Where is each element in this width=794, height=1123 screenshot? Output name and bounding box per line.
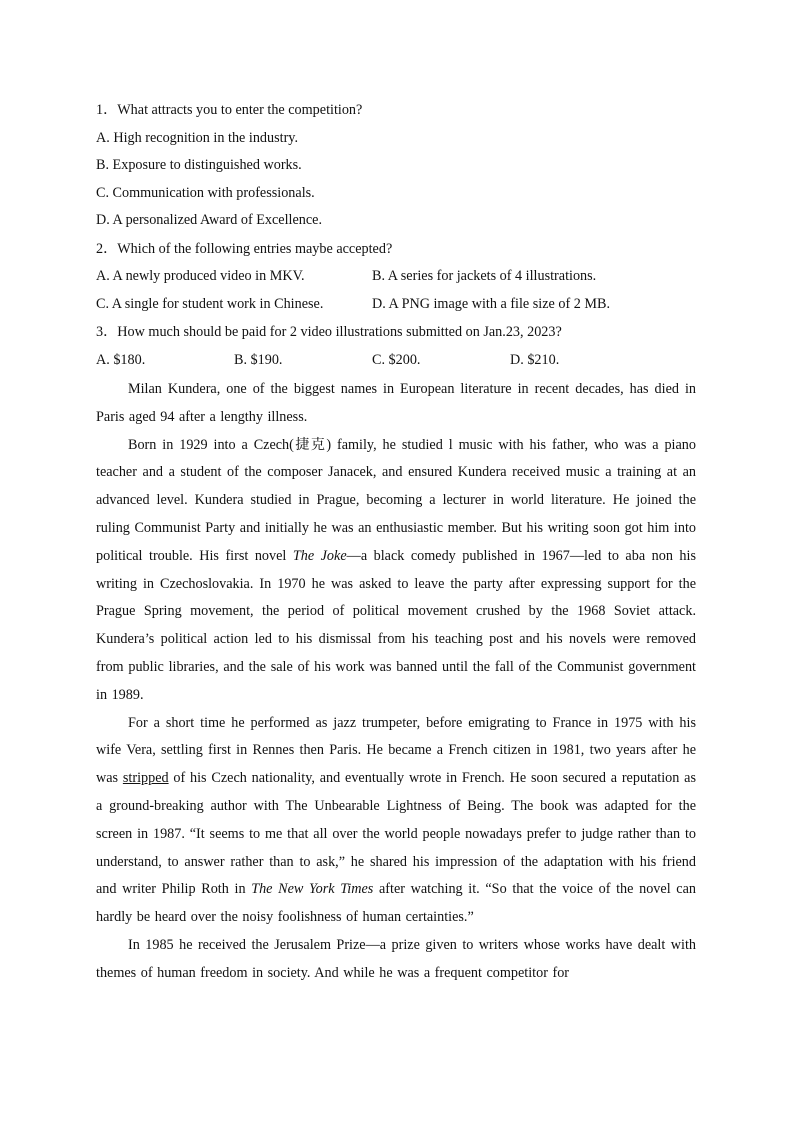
question-1-stem: 1．What attracts you to enter the competition? <box>96 102 363 118</box>
passage-paragraph-1: Milan Kundera, one of the biggest names in European literature in recent decades, has died in Paris aged 94 after a lengthy illness. <box>96 381 696 425</box>
passage-paragraph-3 <box>96 710 696 932</box>
question-1-option-a: A. High recognition in the industry. <box>96 129 299 146</box>
question-3-option-c: C. $200. <box>372 351 421 368</box>
question-3-options-row <box>96 347 696 375</box>
question-1-option-b: B. Exposure to distinguished works. <box>96 157 302 173</box>
question-1-option-d: D. A personalized Award of Excellence. <box>96 212 323 228</box>
paragraph-2-text-a: Born in 1929 into a Czech(捷克) family, he studied l music with his father, who was a piano teacher and a student of the composer Janacek, and ensured Kundera received music a training at an advanced level. Kundera studied in Prague, becoming a lecturer in world literature. He joined the ruling Communist Party and initially he was an enthusiastic member. But his writing soon got him into political trouble. His first novel <box>96 436 696 564</box>
underlined-word-stripped: stripped <box>122 770 169 787</box>
question-2-option-a: A. A newly produced video in MKV. <box>96 268 305 284</box>
novel-title-the-joke: The Joke <box>292 547 347 564</box>
question-1-option-c: C. Communication with professionals. <box>96 184 315 201</box>
question-3-option-a: A. $180. <box>96 351 146 368</box>
paragraph-3-text-a: For a short time he performed as jazz trumpeter, before emigrating to France in 1975 with his wife Vera, settling first in Rennes then Paris. He became a French citizen in 1981, two years after he was <box>96 714 696 787</box>
question-3-option-d: D. $210. <box>510 351 560 368</box>
question-2-option-b: B. A series for jackets of 4 illustrations. <box>372 268 597 284</box>
paragraph-3-text-c: after watching it. “So that the voice of the novel can hardly be heard over the noisy foolishness of human certainties.” <box>96 881 696 926</box>
question-3-option-b: B. $190. <box>234 351 283 368</box>
reading-passage <box>96 376 696 988</box>
passage-paragraph-4: In 1985 he received the Jerusalem Prize—a prize given to writers whose works have dealt with themes of human freedom in society. And while he was a frequent competitor for <box>96 936 696 981</box>
question-2-option-c: C. A single for student work in Chinese. <box>96 295 324 312</box>
page-content <box>96 96 696 988</box>
question-2-option-d: D. A PNG image with a file size of 2 MB. <box>372 295 611 312</box>
passage-paragraph-2 <box>96 432 696 710</box>
question-2-options-row-2 <box>96 291 696 319</box>
newspaper-title: The New York Times <box>251 881 374 898</box>
question-2-options-row-1 <box>96 263 696 291</box>
paragraph-3-text-b: of his Czech nationality, and eventually wrote in French. He soon secured a reputation as a ground-breaking author with The Unbearable Lightness of Being. The book was adapted for the screen in 1987. “It seems to me that all over the world people nowadays prefer to judge rather than to understand, to answer rather than to ask,” he shared his impression of the adaptation with his friend and writer Philip Roth in <box>96 770 696 898</box>
paragraph-2-text-b: —a black comedy published in 1967—led to aba non his writing in Czechoslovakia. In 1970 he was asked to leave the party after expressing support for the Prague Spring movement, the period of political movement crushed by the 1968 Soviet attack. Kundera’s political action led to his dismissal from his teaching post and his novels were removed from public libraries, and the sale of his work was banned until the fall of the Communist government in 1989. <box>96 547 696 703</box>
question-2-stem: 2．Which of the following entries maybe accepted? <box>96 240 393 257</box>
question-3-stem: 3．How much should be paid for 2 video illustrations submitted on Jan.23, 2023? <box>96 324 562 340</box>
